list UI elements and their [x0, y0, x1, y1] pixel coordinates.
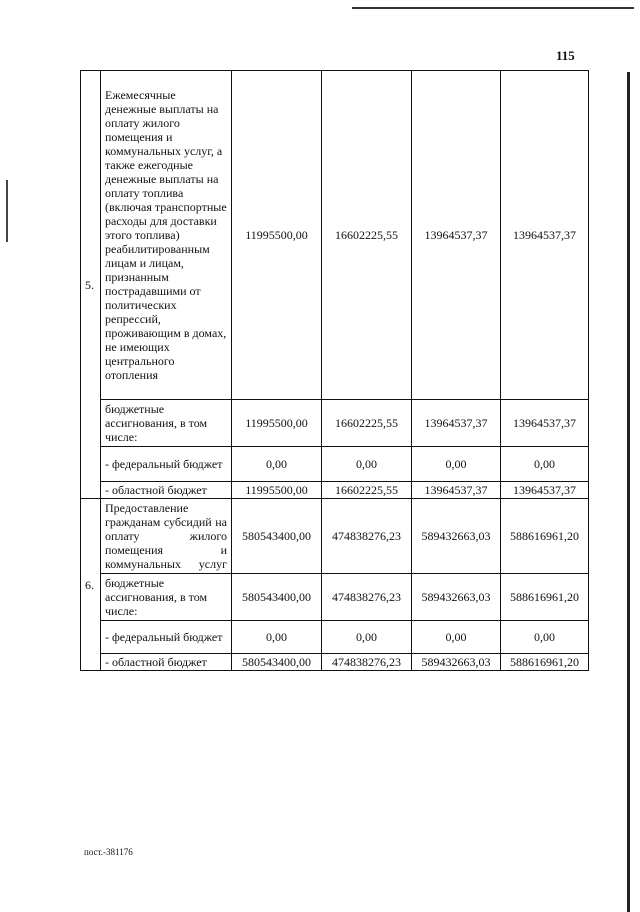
- value-cell: 589432663,03: [412, 499, 501, 574]
- footer-document-code: пост.-381176: [84, 847, 133, 857]
- value-cell: 0,00: [232, 447, 322, 482]
- value-cell: 0,00: [322, 447, 412, 482]
- value-cell: 0,00: [412, 621, 501, 654]
- value-cell: 11995500,00: [232, 482, 322, 499]
- item-description: Ежемесячные денежные выплаты на оплату жилого помещения и коммунальных услуг, а также ежегодные денежные выплаты на оплату топлива (включая транспортные расходы для доставки этого топлива) реабилитированным лицам и лицам, признанным пострадавшими от политических репрессий, проживающим в домах, не имеющих центрального отопления: [101, 71, 232, 400]
- value-cell: 0,00: [322, 621, 412, 654]
- value-cell: 580543400,00: [232, 654, 322, 671]
- value-cell: 589432663,03: [412, 654, 501, 671]
- value-cell: 589432663,03: [412, 574, 501, 621]
- value-cell: 474838276,23: [322, 499, 412, 574]
- table-row: [81, 574, 589, 621]
- value-cell: 580543400,00: [232, 574, 322, 621]
- value-cell: 13964537,37: [412, 71, 501, 400]
- scan-margin-mark: [6, 180, 8, 242]
- value-cell: 13964537,37: [412, 482, 501, 499]
- table-row: [81, 654, 589, 671]
- value-cell: 0,00: [501, 621, 589, 654]
- value-cell: 11995500,00: [232, 400, 322, 447]
- scan-edge-mark: [627, 72, 630, 912]
- row-index: 5.: [81, 71, 101, 499]
- item-description: бюджетные ассигнования, в том числе:: [101, 574, 232, 621]
- item-description: Предоставление гражданам субсидий на оплату жилого помещения и коммунальных услуг: [101, 499, 232, 574]
- value-cell: 0,00: [501, 447, 589, 482]
- table-row: [81, 447, 589, 482]
- value-cell: 0,00: [412, 447, 501, 482]
- item-description: - федеральный бюджет: [101, 621, 232, 654]
- item-description: бюджетные ассигнования, в том числе:: [101, 400, 232, 447]
- table-row: [81, 621, 589, 654]
- value-cell: 16602225,55: [322, 482, 412, 499]
- item-description: - областной бюджет: [101, 654, 232, 671]
- value-cell: 474838276,23: [322, 574, 412, 621]
- table-row: [81, 482, 589, 499]
- page-number: 115: [556, 48, 575, 63]
- table-row: [81, 499, 589, 574]
- value-cell: 588616961,20: [501, 654, 589, 671]
- item-description: - федеральный бюджет: [101, 447, 232, 482]
- value-cell: 11995500,00: [232, 71, 322, 400]
- value-cell: 588616961,20: [501, 574, 589, 621]
- value-cell: 13964537,37: [501, 400, 589, 447]
- budget-table: [80, 70, 589, 671]
- value-cell: 474838276,23: [322, 654, 412, 671]
- table-row: [81, 400, 589, 447]
- table-row: [81, 71, 589, 400]
- value-cell: 588616961,20: [501, 499, 589, 574]
- value-cell: 580543400,00: [232, 499, 322, 574]
- value-cell: 13964537,37: [412, 400, 501, 447]
- row-index: 6.: [81, 499, 101, 671]
- value-cell: 13964537,37: [501, 71, 589, 400]
- value-cell: 13964537,37: [501, 482, 589, 499]
- value-cell: 16602225,55: [322, 71, 412, 400]
- value-cell: 16602225,55: [322, 400, 412, 447]
- top-rule: [352, 7, 634, 9]
- value-cell: 0,00: [232, 621, 322, 654]
- item-description: - областной бюджет: [101, 482, 232, 499]
